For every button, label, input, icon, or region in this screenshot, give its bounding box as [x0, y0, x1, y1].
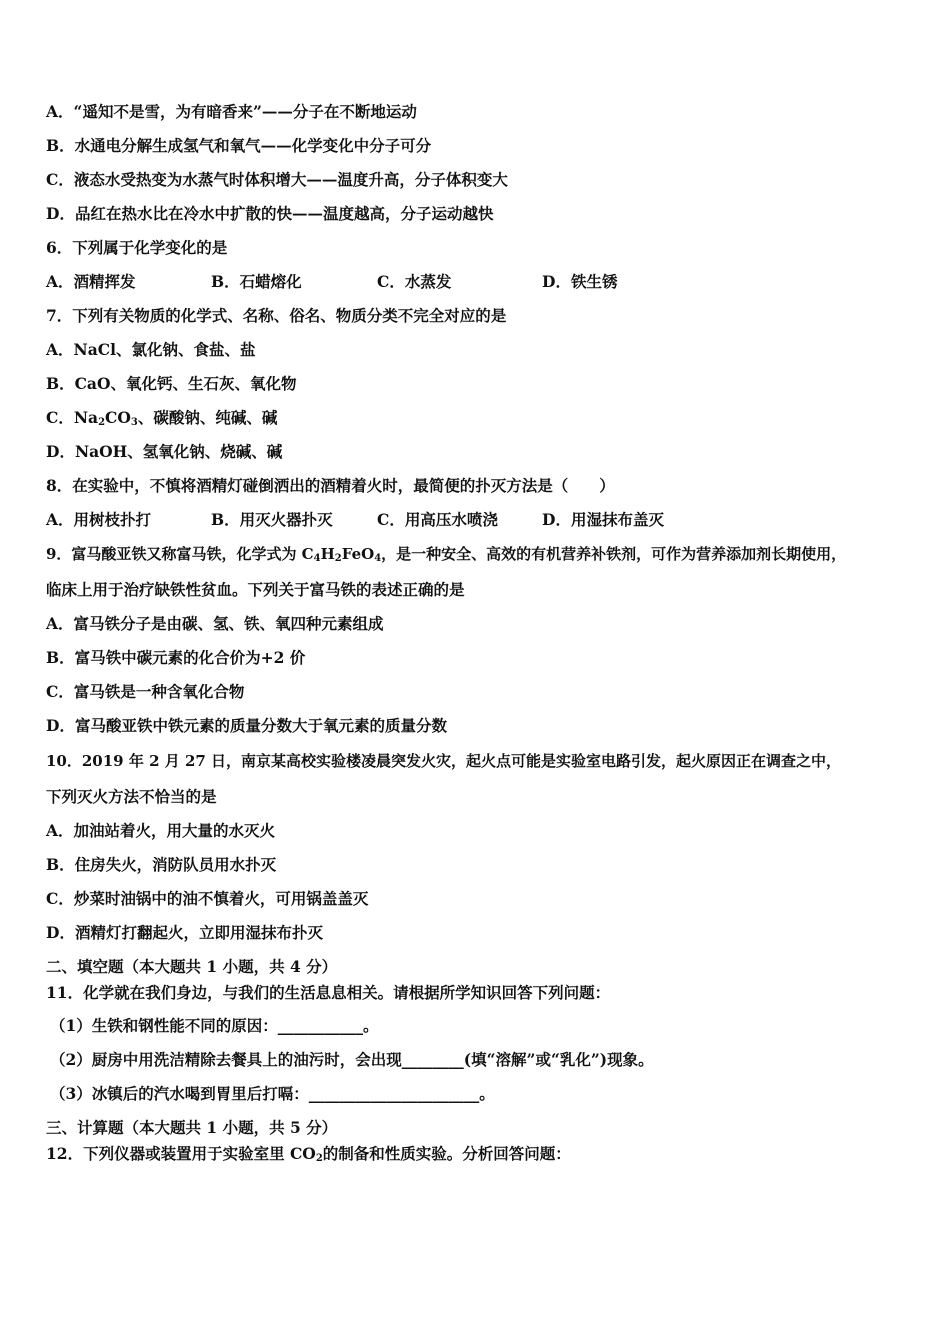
q12-stem-prefix: 12．下列仪器或装置用于实验室里 CO — [46, 1144, 316, 1163]
q8-stem: 8．在实验中，不慎将酒精灯碰倒洒出的酒精着火时，最简便的扑灭方法是（ ） — [46, 476, 615, 495]
q10-stem-line2: 下列灭火方法不恰当的是 — [46, 787, 217, 806]
q7-c-subscript-1: 2 — [98, 417, 106, 428]
q7-c-subscript-2: 3 — [130, 417, 138, 428]
q9-stem-line2: 临床上用于治疗缺铁性贫血。下列关于富马铁的表述正确的是 — [46, 580, 465, 599]
q9-stem — [46, 544, 846, 564]
q11-part-1: （1）生铁和钢性能不同的原因：___________。 — [50, 1016, 379, 1035]
q9-stem-prefix: 9．富马酸亚铁又称富马铁，化学式为 C — [46, 545, 314, 563]
q12-stem — [46, 1144, 571, 1164]
q7-option-d: D．NaOH、氢氧化钠、烧碱、碱 — [46, 442, 283, 461]
q5-option-a: A．“遥知不是雪，为有暗香来”——分子在不断地运动 — [46, 102, 417, 121]
q10-option-d: D．酒精灯打翻起火，立即用湿抹布扑灭 — [46, 923, 323, 942]
q7-option-c — [46, 408, 277, 428]
q9-formula-sub-3: 4 — [374, 553, 382, 564]
q8-option-a: A．用树枝扑打 — [46, 510, 152, 529]
q5-option-c: C．液态水受热变为水蒸气时体积增大——温度升高，分子体积变大 — [46, 170, 508, 189]
q10-option-c: C．炒菜时油锅中的油不慎着火，可用锅盖盖灭 — [46, 889, 369, 908]
q8-option-c: C．用高压水喷浇 — [377, 510, 498, 529]
q7-c-prefix: C．Na — [46, 408, 99, 427]
q11-part-3: （3）冰镇后的汽水喝到胃里后打嗝：______________________。 — [50, 1084, 495, 1103]
q10-option-b: B．住房失火，消防队员用水扑灭 — [46, 855, 277, 874]
q6-option-b: B．石蜡熔化 — [211, 272, 302, 291]
q11-part-2: （2）厨房中用洗洁精除去餐具上的油污时，会出现________(填“溶解”或“乳化”)现象。 — [50, 1050, 654, 1069]
q7-c-suffix: 、碳酸钠、纯碱、碱 — [137, 408, 278, 427]
q6-option-c: C．水蒸发 — [377, 272, 452, 291]
q6-stem: 6．下列属于化学变化的是 — [46, 238, 228, 257]
q10-option-a: A．加油站着火，用大量的水灭火 — [46, 821, 276, 840]
q9-option-d: D．富马酸亚铁中铁元素的质量分数大于氧元素的质量分数 — [46, 716, 447, 735]
q8-option-b: B．用灭火器扑灭 — [211, 510, 333, 529]
q9-option-b: B．富马铁中碳元素的化合价为+2 价 — [46, 648, 306, 667]
q8-option-d: D．用湿抹布盖灭 — [542, 510, 664, 529]
q7-stem: 7．下列有关物质的化学式、名称、俗名、物质分类不完全对应的是 — [46, 306, 507, 325]
q11-stem: 11．化学就在我们身边，与我们的生活息息相关。请根据所学知识回答下列问题： — [46, 983, 611, 1002]
q9-formula-sub-2: 2 — [334, 553, 342, 564]
q9-formula-feo: FeO — [341, 545, 375, 563]
q7-c-mid: CO — [105, 408, 131, 427]
q10-stem: 10．2019 年 2 月 27 日，南京某高校实验楼凌晨突发火灾，起火点可能是实验室电路引发，起火原因正在调查之中， — [46, 752, 842, 770]
section-3-title: 三、计算题（本大题共 1 小题，共 5 分） — [46, 1118, 338, 1137]
q12-subscript: 2 — [315, 1153, 323, 1164]
q5-option-d: D．品红在热水比在冷水中扩散的快——温度越高，分子运动越快 — [46, 204, 494, 223]
q6-option-a: A．酒精挥发 — [46, 272, 136, 291]
q7-option-a: A．NaCl、氯化钠、食盐、盐 — [46, 340, 256, 359]
q9-formula-h: H — [320, 545, 335, 563]
q9-stem-suffix: ，是一种安全、高效的有机营养补铁剂，可作为营养添加剂长期使用， — [381, 545, 847, 563]
section-2-title: 二、填空题（本大题共 1 小题，共 4 分） — [46, 957, 338, 976]
q9-option-c: C．富马铁是一种含氧化合物 — [46, 682, 245, 701]
q9-option-a: A．富马铁分子是由碳、氢、铁、氧四种元素组成 — [46, 614, 384, 633]
q12-stem-suffix: 的制备和性质实验。分析回答问题： — [322, 1144, 571, 1163]
q5-option-b: B．水通电分解生成氢气和氧气——化学变化中分子可分 — [46, 136, 432, 155]
q9-formula-sub-1: 4 — [313, 553, 321, 564]
q6-option-d: D．铁生锈 — [542, 272, 618, 291]
q7-option-b: B．CaO、氧化钙、生石灰、氧化物 — [46, 374, 297, 393]
